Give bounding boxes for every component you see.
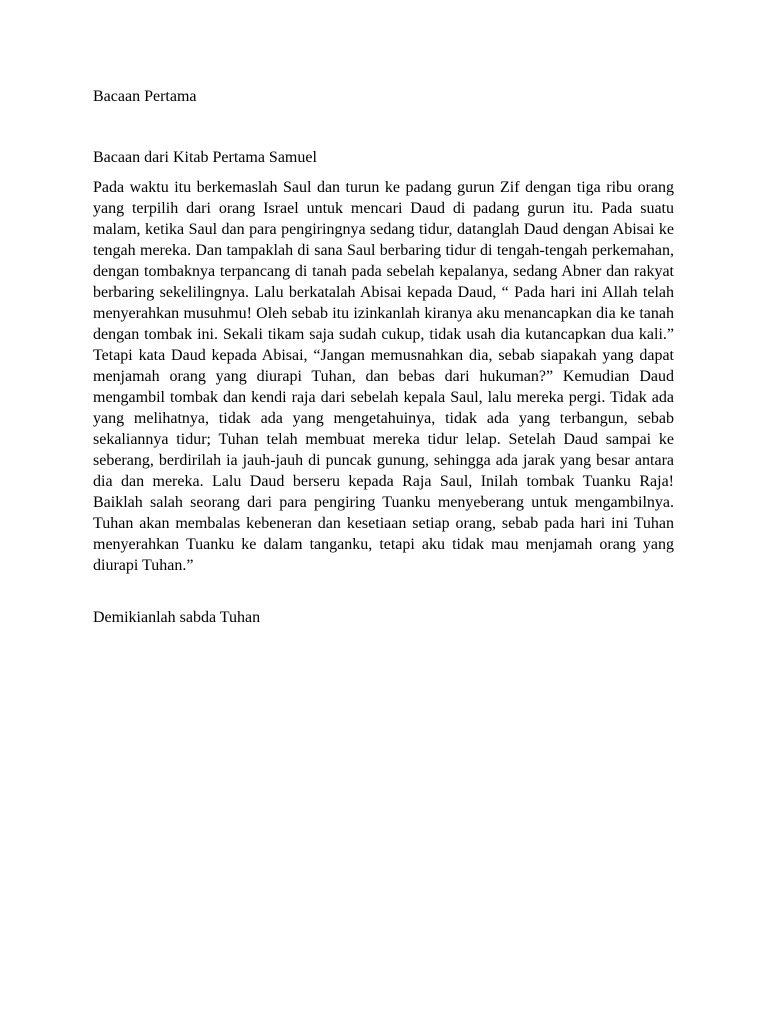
reading-body: Pada waktu itu berkemaslah Saul dan turun ke padang gurun Zif dengan tiga ribu orang yang terpilih dari orang Israel untuk mencari Daud di padang gurun itu. Pada suatu malam, ketika Saul dan para pengiringnya sedang tidur, datanglah Daud dengan Abisai ke tengah mereka. Dan tampaklah di sana Saul berbaring tidur di tengah-tengah perkemahan, dengan tombaknya terpancang di tanah pada sebelah kepalanya, sedang Abner dan rakyat berbaring sekelilingnya. Lalu berkatalah Abisai kepada Daud, “ Pada hari ini Allah telah menyerahkan musuhmu! Oleh sebab itu izinkanlah kiranya aku menancapkan dia ke tanah dengan tombak ini. Sekali tikam saja sudah cukup, tidak usah dia kutancapkan dua kali.” Tetapi kata Daud kepada Abisai, “Jangan memusnahkan dia, sebab siapakah yang dapat menjamah orang yang diurapi Tuhan, dan bebas dari hukuman?” Kemudian Daud mengambil tombak dan kendi raja dari sebelah kepala Saul, lalu mereka pergi. Tidak ada yang melihatnya, tidak ada yang mengetahuinya, tidak ada yang terbangun, sebab sekaliannya tidur; Tuhan telah membuat mereka tidur lelap. Setelah Daud sampai ke seberang, berdirilah ia jauh-jauh di puncak gunung, sehingga ada jarak yang besar antara dia dan mereka. Lalu Daud berseru kepada Raja Saul, Inilah tombak Tuanku Raja! Baiklah salah seorang dari para pengiring Tuanku menyeberang untuk mengambilnya. Tuhan akan membalas kebeneran dan kesetiaan setiap orang, sebab pada hari ini Tuhan menyerahkan Tuanku ke dalam tanganku, tetapi aku tidak mau menjamah orang yang diurapi Tuhan.” — [93, 179, 674, 574]
reading-heading: Bacaan Pertama — [93, 88, 197, 105]
reading-source: Bacaan dari Kitab Pertama Samuel — [93, 149, 317, 166]
document-content — [93, 86, 674, 628]
reading-closing: Demikianlah sabda Tuhan — [93, 609, 261, 626]
